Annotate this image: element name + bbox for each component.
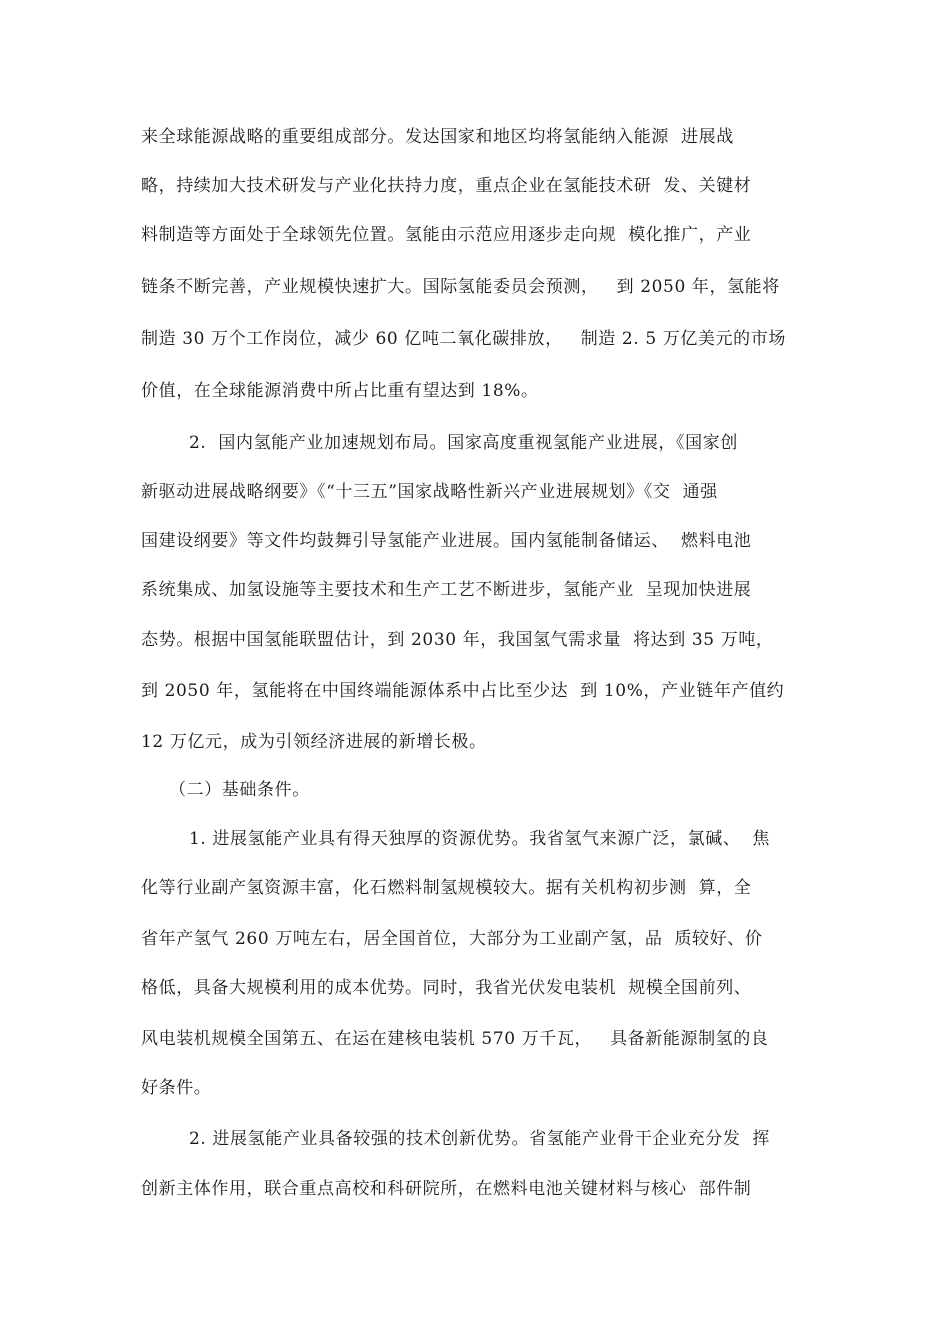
text-line: 化等行业副产氢资源丰富，化石燃料制氢规模较大。据有关机构初步测 算，全 — [141, 878, 752, 898]
text-line: 链条不断完善，产业规模快速扩大。国际氢能委员会预测， 到 2050 年，氢能将 — [141, 277, 780, 297]
text-line: 2. 进展氢能产业具备较强的技术创新优势。省氢能产业骨干企业充分发 挥 — [189, 1129, 771, 1149]
text-line: 制造 30 万个工作岗位，减少 60 亿吨二氧化碳排放， 制造 2. 5 万亿美元的市场 — [141, 329, 786, 349]
text-line: 料制造等方面处于全球领先位置。氢能由示范应用逐步走向规 模化推广，产业 — [141, 225, 752, 245]
text-line: 2. 国内氢能产业加速规划布局。国家高度重视氢能产业进展，《国家创 — [189, 433, 738, 453]
text-line: 来全球能源战略的重要组成部分。发达国家和地区均将氢能纳入能源 进展战 — [141, 127, 734, 147]
text-line: 国建设纲要》等文件均鼓舞引导氢能产业进展。国内氢能制备储运、 燃料电池 — [141, 531, 752, 551]
text-line: 好条件。 — [141, 1078, 212, 1098]
text-line: 新驱动进展战略纲要》《“十三五”国家战略性新兴产业进展规划》《交 通强 — [141, 482, 718, 502]
text-line: 略，持续加大技术研发与产业化扶持力度，重点企业在氢能技术研 发、关键材 — [141, 176, 752, 196]
text-line: 1. 进展氢能产业具有得天独厚的资源优势。我省氢气来源广泛，氯碱、 焦 — [189, 829, 771, 849]
text-line: 创新主体作用，联合重点高校和科研院所，在燃料电池关键材料与核心 部件制 — [141, 1179, 752, 1199]
text-line: 到 2050 年，氢能将在中国终端能源体系中占比至少达 到 10%，产业链年产值约 — [141, 681, 785, 701]
text-line: 省年产氢气 260 万吨左右，居全国首位，大部分为工业副产氢，品 质较好、价 — [141, 929, 763, 949]
section-heading: （二）基础条件。 — [169, 780, 310, 800]
text-line: 格低，具备大规模利用的成本优势。同时，我省光伏发电装机 规模全国前列、 — [141, 978, 752, 998]
text-line: 风电装机规模全国第五、在运在建核电装机 570 万千瓦， 具备新能源制氢的良 — [141, 1029, 769, 1049]
text-line: 系统集成、加氢设施等主要技术和生产工艺不断进步，氢能产业 呈现加快进展 — [141, 580, 752, 600]
text-line: 价值，在全球能源消费中所占比重有望达到 18%。 — [141, 381, 539, 401]
text-line: 态势。根据中国氢能联盟估计，到 2030 年，我国氢气需求量 将达到 35 万吨， — [141, 630, 774, 650]
text-line: 12 万亿元，成为引领经济进展的新增长极。 — [141, 732, 487, 752]
